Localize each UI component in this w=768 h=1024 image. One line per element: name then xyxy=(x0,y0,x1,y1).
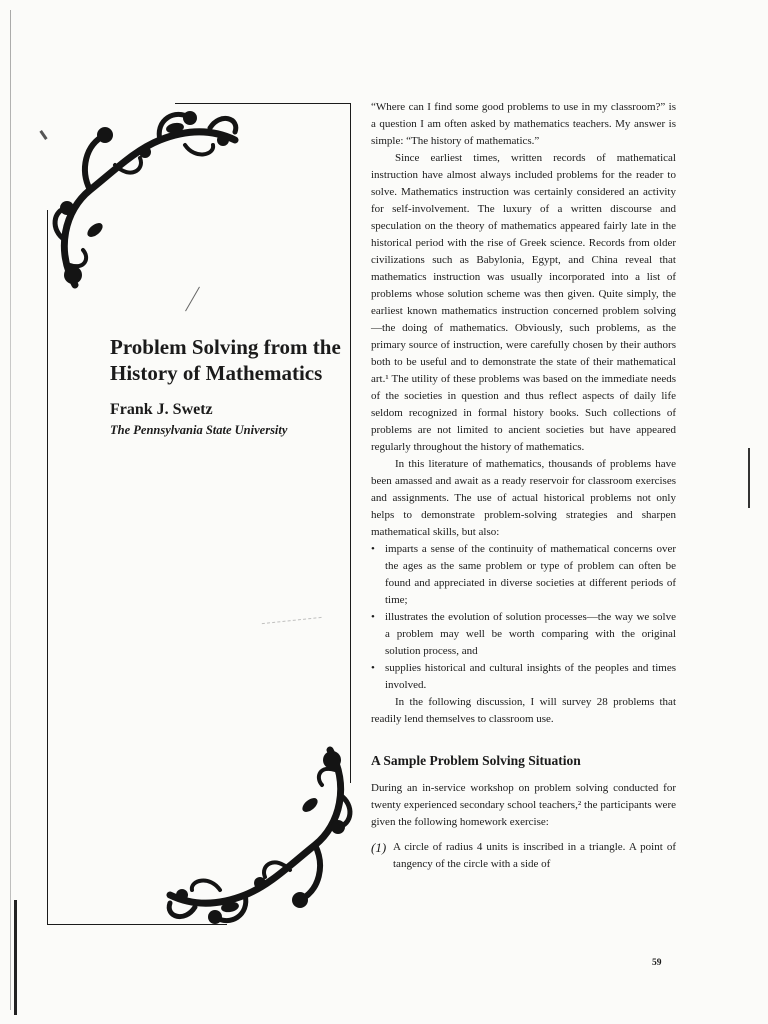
benefits-list xyxy=(371,541,676,694)
title-block xyxy=(110,334,350,438)
frame-line-right xyxy=(350,103,351,783)
body-column xyxy=(371,99,676,873)
problem-text: A circle of radius 4 units is inscribed in a triangle. A point of tangency of the circle with a side of xyxy=(393,841,676,870)
problem-1 xyxy=(371,839,676,873)
bullet-glyph: • xyxy=(371,662,375,674)
list-item-text: imparts a sense of the continuity of mathematical concerns over the ages as the same problem or type of problem can often be found and appreciated in diverse societies at different periods of time; xyxy=(385,543,676,606)
page-number: 59 xyxy=(652,958,662,968)
corner-ornament-bottom-right xyxy=(160,740,360,935)
bullet-glyph: • xyxy=(371,611,375,623)
bullet-glyph: • xyxy=(371,543,375,555)
corner-ornament-top-left xyxy=(45,100,245,295)
list-item xyxy=(371,609,676,660)
list-item-text: illustrates the evolution of solution processes—the way we solve a problem may well be worth comparing with the original solution process, and xyxy=(385,611,676,657)
list-item xyxy=(371,541,676,609)
list-item-text: supplies historical and cultural insights of the peoples and times involved. xyxy=(385,662,676,691)
author-affiliation: The Pennsylvania State University xyxy=(110,423,288,437)
scan-smudge xyxy=(262,617,322,630)
scan-edge-line xyxy=(10,10,11,1010)
author-name: Frank J. Swetz xyxy=(110,401,213,418)
scan-edge-mark xyxy=(14,900,17,1015)
paragraph-history: Since earliest times, written records of mathematical instruction have almost always included problems for the reader to solve. Mathematics instruction was certainly considered an activity for self-involvement. The luxury of a written discourse and speculation on the theory of mathematics appeared fairly late in the historical period with the rise of Greek science. Records from older civilizations such as Babylonia, Egypt, and China reveal that mathematics instruction was usually incorporated into a list of problems whose solution scheme was then given. Quite simply, the earliest known mathematics instruction concerned problem solving—the doing of mathematics. Obviously, such problems, as the primary source of instruction, were carefully chosen by their authors both to be useful and to demonstrate the state of their mathematical art.¹ The utility of these problems was based on the immediate needs of the societies in question and thus reflect aspects of daily life seldom recognized in formal history books. Such collections of problems are not limited to ancient societies but have appeared regularly throughout the history of mathematics. xyxy=(371,152,676,453)
paragraph-survey: In the following discussion, I will survey 28 problems that readily lend themselves to classroom use. xyxy=(371,696,676,725)
article-title: Problem Solving from the History of Mathematics xyxy=(110,335,341,385)
paragraph-intro: “Where can I find some good problems to use in my classroom?” is a question I am often asked by mathematics teachers. My answer is simple: “The history of mathematics.” xyxy=(371,101,676,147)
problem-number-mark: (1) xyxy=(371,840,387,855)
paragraph-literature: In this literature of mathematics, thousands of problems have been amassed and await as a ready reservoir for classroom exercises and assignments. The use of actual historical problems not only helps to demonstrate problem-solving strategies and sharpen mathematical skills, but also: xyxy=(371,458,676,538)
list-item xyxy=(371,660,676,694)
paragraph-workshop: During an in-service workshop on problem solving conducted for twenty experienced secondary school teachers,² the participants were given the following homework exercise: xyxy=(371,782,676,828)
scan-edge-mark-right xyxy=(748,448,750,508)
frame-line-left xyxy=(47,210,48,925)
section-heading: A Sample Problem Solving Situation xyxy=(371,753,581,768)
